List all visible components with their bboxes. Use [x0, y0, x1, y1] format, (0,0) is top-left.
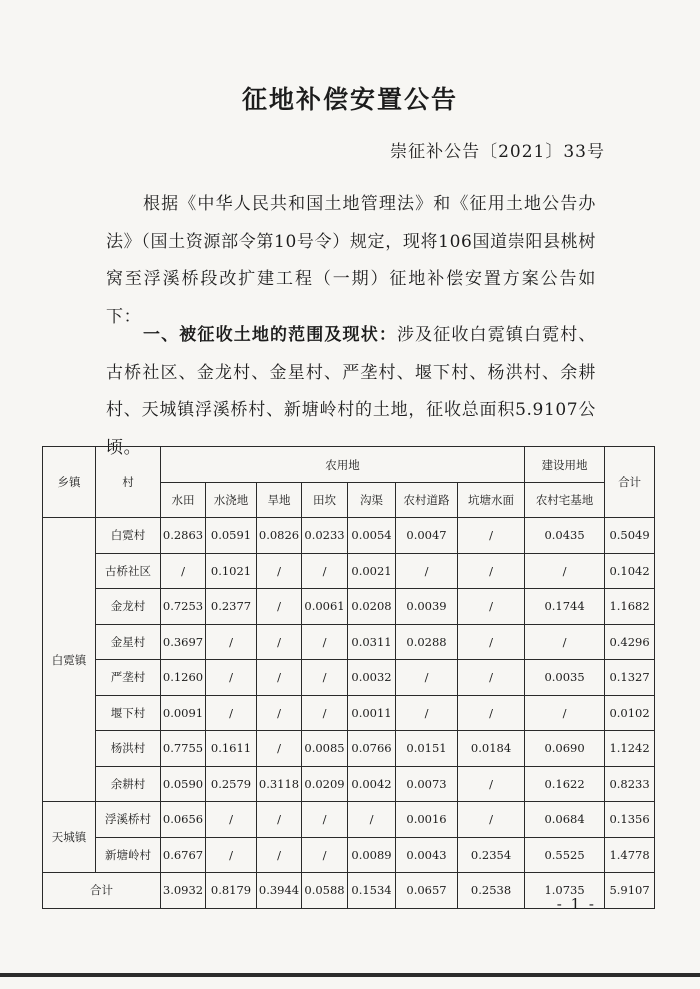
value-cell: 0.0151	[396, 731, 458, 767]
value-cell: /	[161, 553, 206, 589]
value-cell: 0.0184	[458, 731, 525, 767]
value-cell: 0.2377	[206, 589, 257, 625]
table-body	[43, 518, 655, 909]
value-cell: /	[302, 695, 348, 731]
header-ditch: 沟渠	[348, 483, 396, 518]
value-cell: 0.0021	[348, 553, 396, 589]
value-cell: 0.7755	[161, 731, 206, 767]
value-cell: 0.0039	[396, 589, 458, 625]
value-cell: 0.0035	[525, 660, 605, 696]
value-cell: /	[458, 518, 525, 554]
header-total: 合计	[605, 447, 655, 518]
value-cell: 0.4296	[605, 624, 655, 660]
value-cell: /	[257, 589, 302, 625]
value-cell: 0.0311	[348, 624, 396, 660]
total-value-cell: 5.9107	[605, 873, 655, 909]
intro-paragraph: 根据《中华人民共和国土地管理法》和《征用土地公告办法》（国土资源部令第10号令）规定，现将106国道崇阳县桃树窝至浮溪桥段改扩建工程（一期）征地补偿安置方案公告如下：	[106, 194, 596, 327]
value-cell: 0.1622	[525, 766, 605, 802]
land-compensation-table	[42, 446, 655, 909]
value-cell: 0.0016	[396, 802, 458, 838]
page-number: - 1 -	[556, 895, 596, 913]
value-cell: /	[302, 660, 348, 696]
value-cell: /	[396, 660, 458, 696]
header-village: 村	[96, 447, 161, 518]
value-cell: /	[302, 837, 348, 873]
table-row	[43, 589, 655, 625]
value-cell: 0.0288	[396, 624, 458, 660]
value-cell: 0.2354	[458, 837, 525, 873]
value-cell: 0.1327	[605, 660, 655, 696]
header-dryland: 旱地	[257, 483, 302, 518]
total-value-cell: 3.0932	[161, 873, 206, 909]
value-cell: /	[206, 695, 257, 731]
value-cell: 1.4778	[605, 837, 655, 873]
value-cell: /	[257, 802, 302, 838]
value-cell: 0.2579	[206, 766, 257, 802]
value-cell: 0.1260	[161, 660, 206, 696]
value-cell: 0.0061	[302, 589, 348, 625]
value-cell: 0.0102	[605, 695, 655, 731]
header-pond: 坑塘水面	[458, 483, 525, 518]
value-cell: /	[257, 695, 302, 731]
value-cell: /	[206, 802, 257, 838]
value-cell: 0.0591	[206, 518, 257, 554]
village-cell: 白霓村	[96, 518, 161, 554]
village-cell: 浮溪桥村	[96, 802, 161, 838]
value-cell: /	[348, 802, 396, 838]
total-value-cell: 0.3944	[257, 873, 302, 909]
value-cell: 0.0043	[396, 837, 458, 873]
village-cell: 金龙村	[96, 589, 161, 625]
section-1-text: 涉及征收白霓镇白霓村、古桥社区、金龙村、金星村、严垄村、堰下村、杨洪村、余耕村、天城镇浮溪桥村、新塘岭村的土地，征收总面积5.9107公顷。	[106, 325, 596, 458]
header-town: 乡镇	[43, 447, 96, 518]
value-cell: /	[257, 837, 302, 873]
document-number: 崇征补公告〔2021〕33号	[390, 142, 605, 162]
header-rural-road: 农村道路	[396, 483, 458, 518]
value-cell: 0.1356	[605, 802, 655, 838]
value-cell: /	[458, 695, 525, 731]
value-cell: /	[525, 553, 605, 589]
town-cell: 白霓镇	[43, 518, 96, 802]
header-paddy: 水田	[161, 483, 206, 518]
village-cell: 余耕村	[96, 766, 161, 802]
table-row	[43, 695, 655, 731]
value-cell: /	[257, 660, 302, 696]
town-cell: 天城镇	[43, 802, 96, 873]
value-cell: 0.1744	[525, 589, 605, 625]
value-cell: 0.0690	[525, 731, 605, 767]
value-cell: /	[458, 766, 525, 802]
value-cell: 0.1042	[605, 553, 655, 589]
value-cell: /	[458, 624, 525, 660]
value-cell: 0.0209	[302, 766, 348, 802]
value-cell: /	[458, 553, 525, 589]
value-cell: 0.0684	[525, 802, 605, 838]
value-cell: /	[458, 802, 525, 838]
header-construction: 建设用地	[525, 447, 605, 483]
value-cell: 0.0085	[302, 731, 348, 767]
total-value-cell: 0.0588	[302, 873, 348, 909]
value-cell: /	[525, 695, 605, 731]
value-cell: 0.0011	[348, 695, 396, 731]
value-cell: 0.1611	[206, 731, 257, 767]
page-edge-divider	[0, 973, 700, 977]
value-cell: 0.0766	[348, 731, 396, 767]
value-cell: /	[302, 624, 348, 660]
header-homestead: 农村宅基地	[525, 483, 605, 518]
value-cell: 0.5525	[525, 837, 605, 873]
header-farmland: 农用地	[161, 447, 525, 483]
value-cell: 0.0656	[161, 802, 206, 838]
value-cell: 0.0032	[348, 660, 396, 696]
value-cell: 0.0047	[396, 518, 458, 554]
value-cell: 0.0826	[257, 518, 302, 554]
value-cell: 0.8233	[605, 766, 655, 802]
value-cell: /	[206, 660, 257, 696]
village-cell: 金星村	[96, 624, 161, 660]
village-cell: 严垄村	[96, 660, 161, 696]
value-cell: 0.1021	[206, 553, 257, 589]
value-cell: /	[257, 553, 302, 589]
value-cell: 0.7253	[161, 589, 206, 625]
page-title: 征地补偿安置公告	[241, 85, 458, 114]
village-cell: 古桥社区	[96, 553, 161, 589]
value-cell: 0.0054	[348, 518, 396, 554]
village-cell: 堰下村	[96, 695, 161, 731]
value-cell: 0.3697	[161, 624, 206, 660]
section-1-heading: 一、被征收土地的范围及现状：	[143, 325, 397, 345]
table-row	[43, 553, 655, 589]
table-row	[43, 731, 655, 767]
value-cell: 0.0073	[396, 766, 458, 802]
value-cell: 0.0208	[348, 589, 396, 625]
value-cell: 0.0590	[161, 766, 206, 802]
value-cell: /	[206, 624, 257, 660]
value-cell: 0.0042	[348, 766, 396, 802]
value-cell: /	[396, 553, 458, 589]
table-row	[43, 624, 655, 660]
header-ridge: 田坎	[302, 483, 348, 518]
village-cell: 新塘岭村	[96, 837, 161, 873]
table-row	[43, 660, 655, 696]
table-row	[43, 518, 655, 554]
value-cell: 1.1682	[605, 589, 655, 625]
value-cell: 0.5049	[605, 518, 655, 554]
table-row	[43, 837, 655, 873]
value-cell: 0.6767	[161, 837, 206, 873]
total-value-cell: 1.0735	[525, 873, 605, 909]
value-cell: 1.1242	[605, 731, 655, 767]
value-cell: /	[302, 553, 348, 589]
value-cell: 0.3118	[257, 766, 302, 802]
value-cell: /	[206, 837, 257, 873]
value-cell: 0.2863	[161, 518, 206, 554]
value-cell: /	[302, 802, 348, 838]
total-value-cell: 0.0657	[396, 873, 458, 909]
value-cell: /	[257, 731, 302, 767]
total-value-cell: 0.8179	[206, 873, 257, 909]
table-row	[43, 766, 655, 802]
total-value-cell: 0.2538	[458, 873, 525, 909]
village-cell: 杨洪村	[96, 731, 161, 767]
value-cell: /	[458, 589, 525, 625]
value-cell: /	[525, 624, 605, 660]
value-cell: /	[257, 624, 302, 660]
section-1-paragraph	[106, 317, 596, 467]
value-cell: 0.0435	[525, 518, 605, 554]
table-row	[43, 802, 655, 838]
value-cell: 0.0091	[161, 695, 206, 731]
value-cell: 0.0233	[302, 518, 348, 554]
total-value-cell: 0.1534	[348, 873, 396, 909]
value-cell: /	[396, 695, 458, 731]
value-cell: 0.0089	[348, 837, 396, 873]
value-cell: /	[458, 660, 525, 696]
header-irrigated: 水浇地	[206, 483, 257, 518]
total-label-cell: 合计	[43, 873, 161, 909]
